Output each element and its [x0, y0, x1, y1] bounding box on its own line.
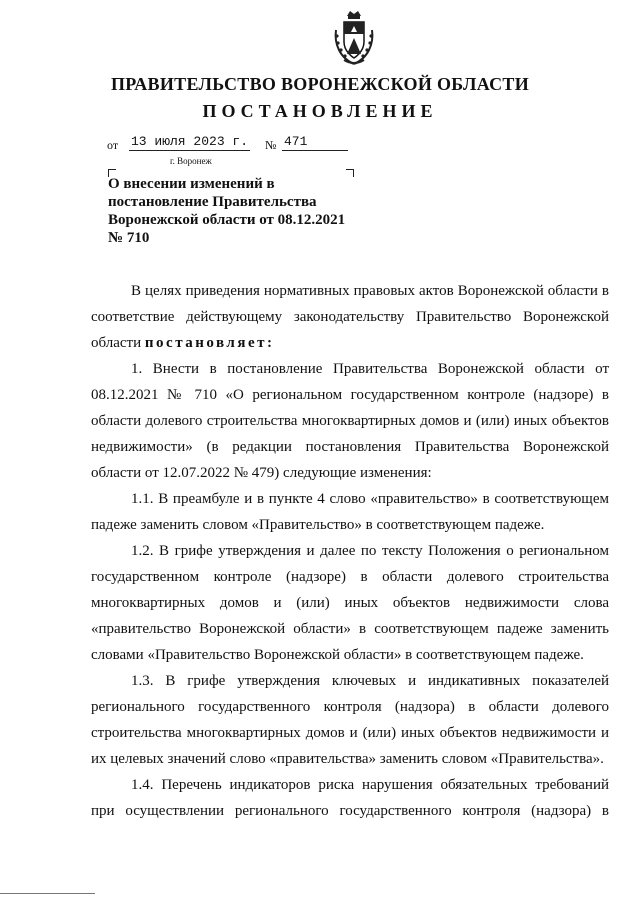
paragraph-1-4: 1.4. Перечень индикаторов риска нарушения обязательных требований при осуществлении регионального государственного контроля (надзора) в	[91, 777, 609, 819]
paragraph-1: 1. Внести в постановление Правительства Воронежской области от 08.12.2021 № 710 «О региональном государственном контроле (надзоре) в области долевого строительства многоквартирных домов и (или) иных объектов недвижимости» (в редакции постановления Правительства Воронежской области от 12.07.2022 № 479) следующие изменения:	[91, 361, 609, 481]
document-meta	[107, 134, 367, 154]
intro-text: В целях приведения нормативных правовых актов Воронежской области в соответствие действующему законодательству Правительство Воронежской области	[91, 283, 609, 351]
document-subject: О внесении изменений в постановление Правительства Воронежской области от 08.12.2021 № 710	[108, 176, 346, 246]
number-prefix: №	[265, 138, 277, 152]
paragraph-1-2: 1.2. В грифе утверждения и далее по тексту Положения о региональном государственном контроле (надзоре) в области долевого строительства многоквартирных домов и (или) иных объектов недвижимости слова «правительство Воронежской области» в соответствующем падеже заменить словами «Правительство Воронежской области» в соответствующем падеже.	[91, 543, 609, 663]
city: г. Воронеж	[170, 156, 212, 166]
document-number: 471	[282, 134, 348, 151]
resolves-word: постановляет:	[144, 335, 275, 351]
paragraph-1-3: 1.3. В грифе утверждения ключевых и индикативных показателей регионального государственного контроля (надзора) в области долевого строительства многоквартирных домов и (или) иных объектов недвижимости и их целевых значений слово «правительства» заменить словом «Правительства».	[91, 673, 609, 767]
government-title: ПРАВИТЕЛЬСТВО ВОРОНЕЖСКОЙ ОБЛАСТИ	[110, 74, 530, 94]
date-prefix: от	[107, 138, 119, 152]
coat-of-arms-icon	[330, 8, 378, 68]
document-body	[91, 278, 609, 824]
intro-paragraph	[91, 278, 609, 356]
footer-line	[0, 893, 95, 894]
document-type: ПОСТАНОВЛЕНИЕ	[202, 101, 438, 121]
document-date: 13 июля 2023 г.	[131, 134, 249, 149]
paragraph-1-1: 1.1. В преамбуле и в пункте 4 слово «правительство» в соответствующем падеже заменить словом «Правительство» в соответствующем падеже.	[91, 491, 609, 533]
